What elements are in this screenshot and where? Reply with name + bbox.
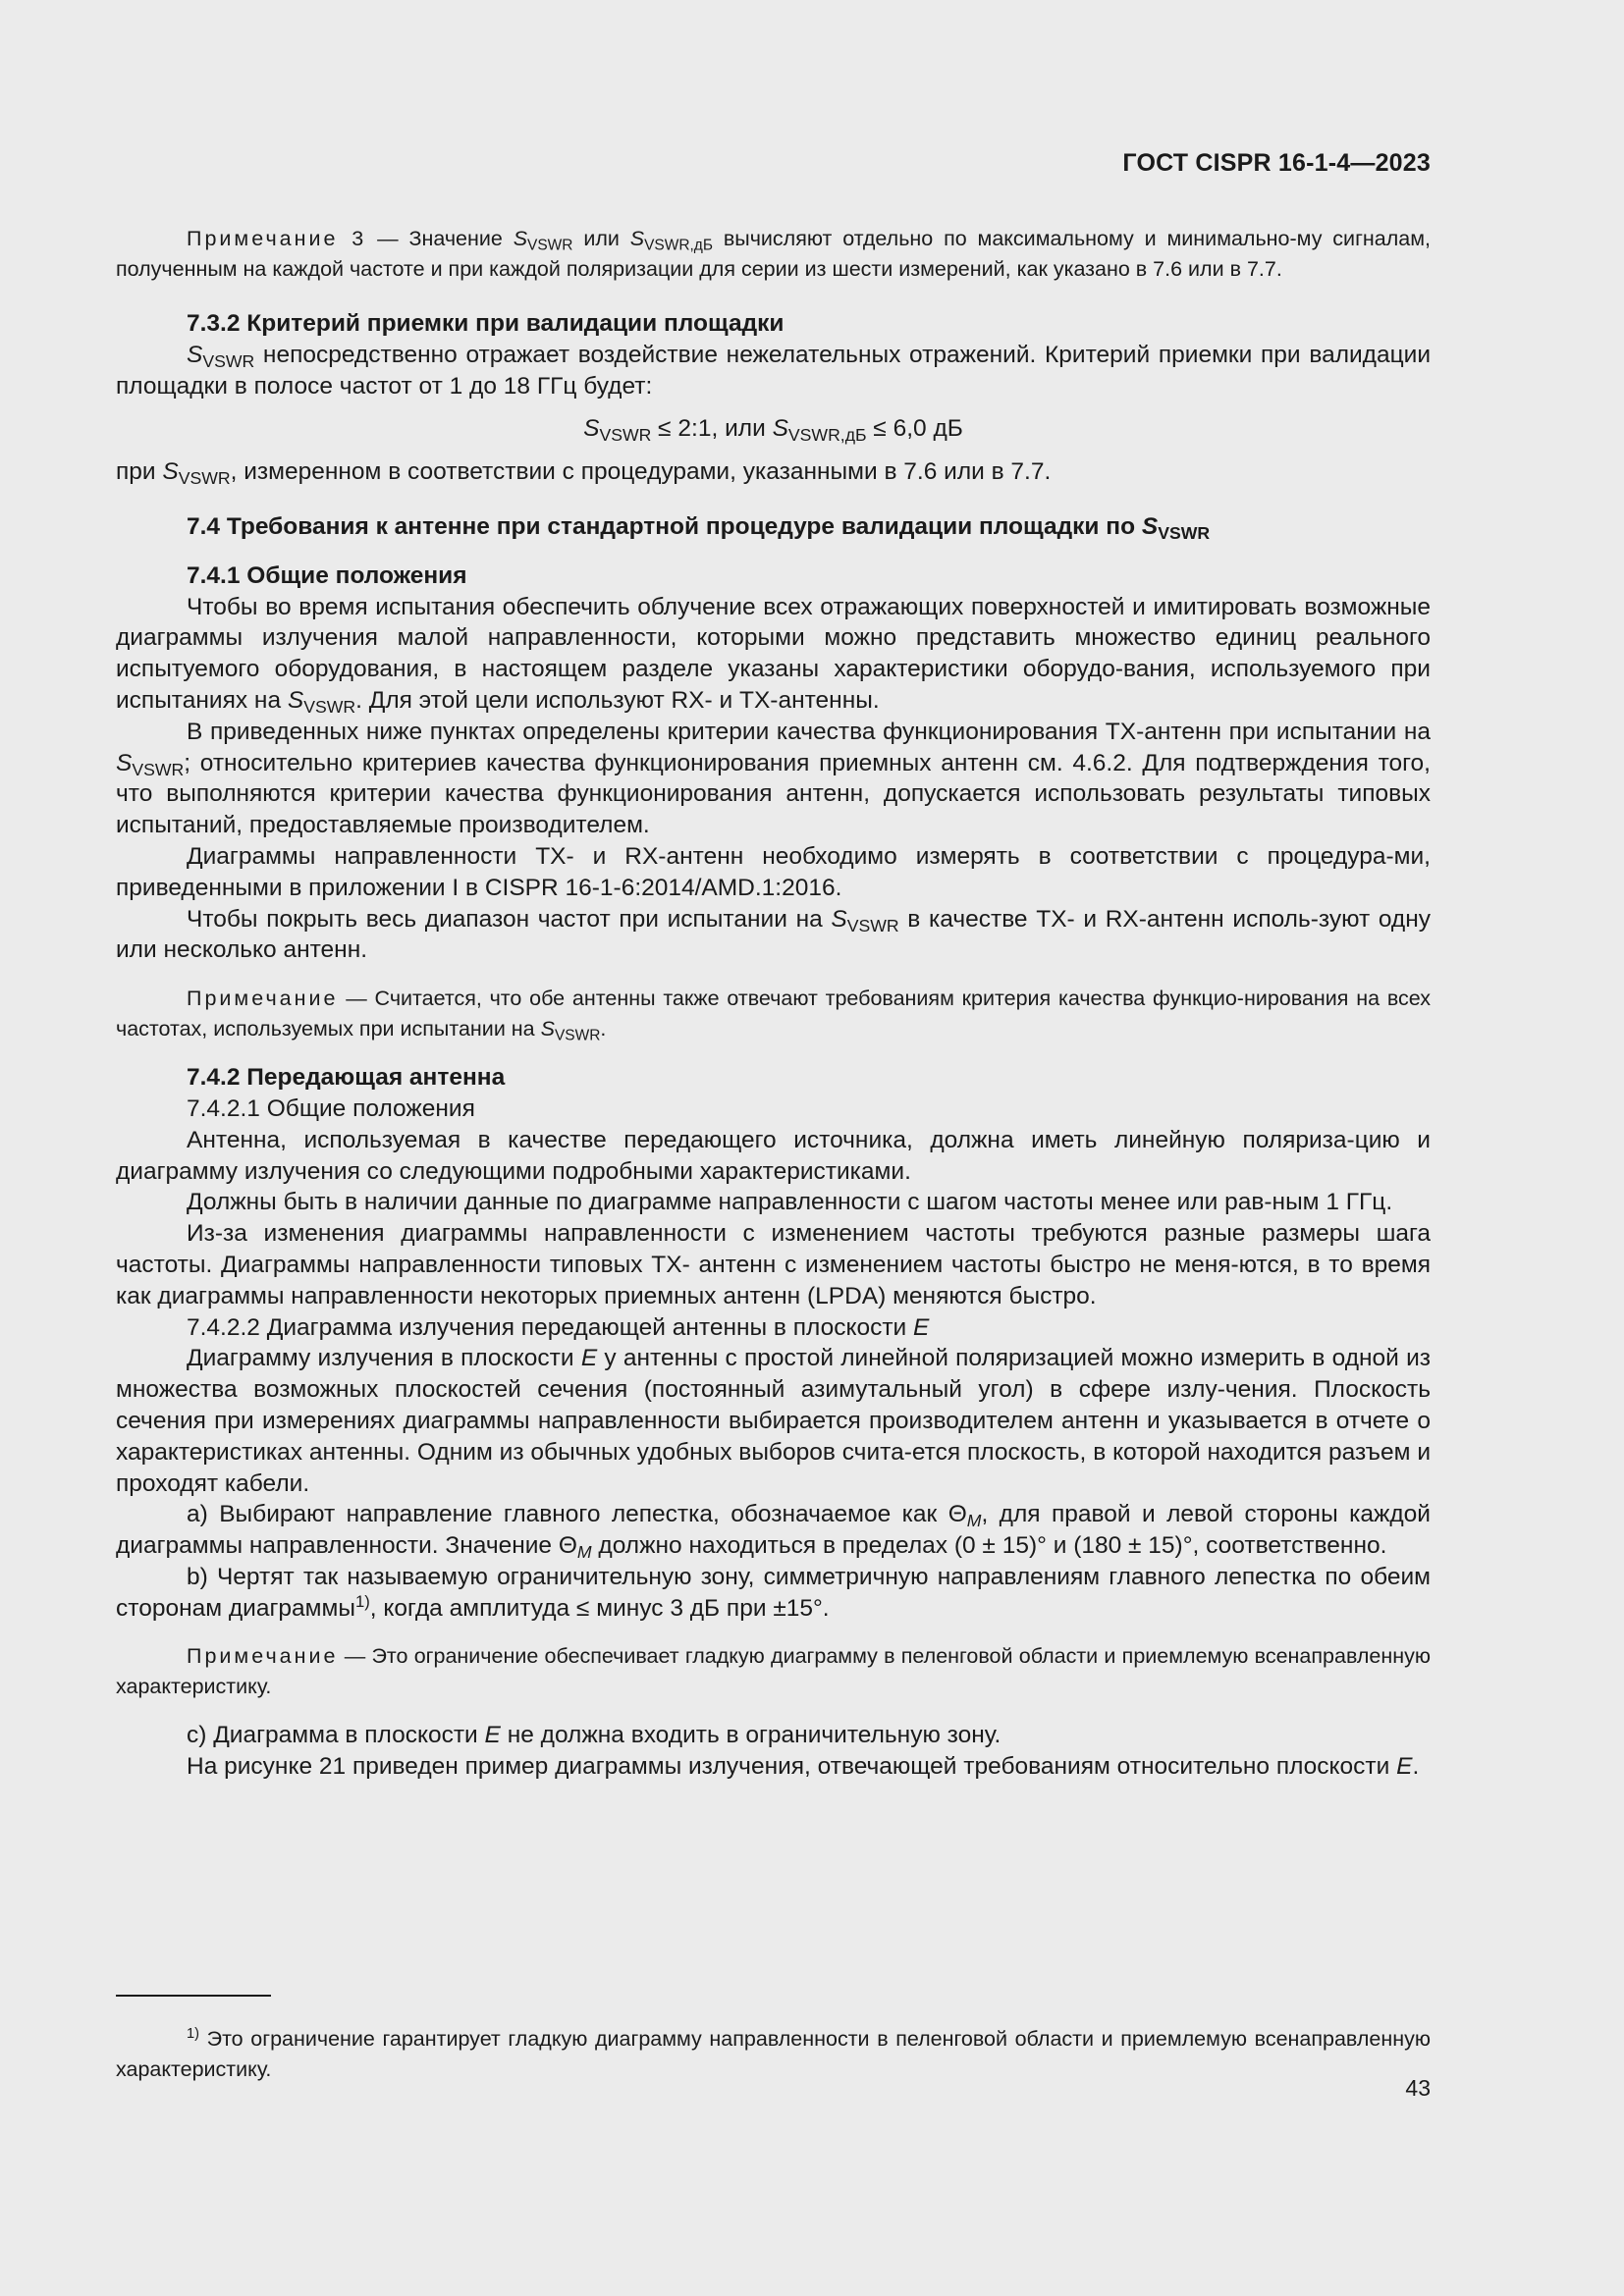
paragraph: Диаграммы направленности TX- и RX-антенн необходимо измерять в соответствии с процедура-ми, приведенными в приложении I в CISPR 16-1-6:2014/AMD.1:2016. bbox=[116, 842, 1431, 901]
list-item-a: a) Выбирают направление главного лепестка, обозначаемое как $\Theta_M$, для правой и левой стороны каждой диаграммы направленности. Значение $\Theta_M$ должно находиться в пределах (0 ± 15)° и (180 ± 15)°, соответственно. bbox=[116, 1501, 1431, 1563]
note-label: Примечание bbox=[187, 987, 339, 1011]
heading-7-4-1: 7.4.1 Общие положения bbox=[187, 561, 467, 589]
paragraph: Из-за изменения диаграммы направленности с изменением частоты требуются разные размеры шага частоты. Диаграммы направленности типовых TX- антенн с изменением частоты быстро не меня-ются, в то время как диаграммы направленности некоторых приемных антенн (LPDA) меняются быстро. bbox=[116, 1220, 1431, 1309]
paragraph: при $S_{VSWR}$, измеренном в соответствии с процедурами, указанными в 7.6 или в 7.7. bbox=[116, 458, 1052, 489]
paragraph: На рисунке 21 приведен пример диаграммы излучения, отвечающей требованиям относительно плоскости E. bbox=[187, 1753, 1420, 1781]
document-header: ГОСТ CISPR 16-1-4—2023 bbox=[1122, 149, 1431, 177]
page-number: 43 bbox=[1405, 2075, 1431, 2101]
main-text-column bbox=[116, 224, 1431, 1783]
list-item-b: b) Чертят так называемую ограничительную зону, симметричную направлениям главного лепестка по обеим сторонам диаграммы$^{1)}$, когда амплитуда ≤ минус 3 дБ при ±15°. bbox=[116, 1563, 1431, 1622]
heading-7-4: 7.4 Требования к антенне при стандартной процедуре валидации площадки по $S_{VSWR}$ bbox=[187, 512, 1211, 543]
footnote: $^{1)}$ Это ограничение гарантирует гладкую диаграмму направленности в пеленговой области и приемлемую всенаправленную характеристику. bbox=[116, 2025, 1431, 2081]
footnote-separator bbox=[116, 1995, 271, 1997]
paragraph: Диаграмму излучения в плоскости E у антенны с простой линейной поляризацией можно измерить в одной из множества возможных плоскостей сечения (постоянный азимутальный угол) в сфере излу-чения. Плоскость сечения при измерениях диаграммы направленности выбирается производителем антенн и указывается в отчете о характеристиках антенны. Одним из обычных удобных выборов счита-ется плоскость, в которой находится разъем и проходят кабели. bbox=[116, 1345, 1431, 1497]
paragraph: В приведенных ниже пунктах определены критерии качества функционирования TX-антенн при испытании на $S_{VSWR}$; относительно критериев качества функционирования приемных антенн см. 4.6.2. Для подтверждения того, что выполняются критерии качества функционирования антенн, допускается использовать результаты типовых испытаний, предоставляемые производителем. bbox=[116, 718, 1431, 839]
subheading-7-4-2-1: 7.4.2.1 Общие положения bbox=[187, 1095, 475, 1122]
acceptance-formula: $S_{VSWR}$ ≤ 2:1, или $S_{VSWR,дБ} \le 6,0$ дБ bbox=[583, 415, 963, 446]
paragraph: Должны быть в наличии данные по диаграмме направленности с шагом частоты менее или рав-ным 1 ГГц. bbox=[187, 1189, 1393, 1216]
paragraph: $S_{VSWR}$ непосредственно отражает воздействие нежелательных отражений. Критерий приемки при валидации площадки в полосе частот от 1 до 18 ГГц будет: bbox=[116, 341, 1431, 400]
paragraph: Чтобы во время испытания обеспечить облучение всех отражающих поверхностей и имитировать возможные диаграммы излучения малой направленности, которыми можно представить множество единиц реального испытуемого оборудования, в настоящем разделе указаны характеристики оборудо-вания, используемого при испытаниях на $S_{VSWR}$. Для этой цели используют RX- и TX-антенны. bbox=[116, 593, 1431, 717]
note: Примечание — Это ограничение обеспечивает гладкую диаграмму в пеленговой области и приемлемую всенаправленную характеристику. bbox=[116, 1644, 1431, 1699]
note-label: Примечание bbox=[187, 1644, 339, 1669]
heading-7-4-2: 7.4.2 Передающая антенна bbox=[187, 1064, 506, 1092]
list-item-c: c) Диаграмма в плоскости E не должна входить в ограничительную зону. bbox=[187, 1722, 1001, 1749]
note-label: Примечание 3 bbox=[187, 227, 367, 250]
subheading-7-4-2-2: 7.4.2.2 Диаграмма излучения передающей антенны в плоскости E bbox=[187, 1313, 930, 1341]
paragraph: Чтобы покрыть весь диапазон частот при испытании на $S_{VSWR}$ в качестве TX- и RX-антенн исполь-зуют одну или несколько антенн. bbox=[116, 905, 1431, 964]
note: Примечание — Считается, что обе антенны также отвечают требованиям критерия качества функцио-нирования на всех частотах, используемых при испытании на $S_{VSWR}$. bbox=[116, 987, 1431, 1044]
footnote-ref: 1) bbox=[354, 1591, 370, 1611]
note-3: Примечание 3 — Значение $S_{VSWR}$ или $S_{VSWR,дБ}$ вычисляют отдельно по максимальному и минимально-му сигналам, полученным на каждой частоте и при каждой поляризации для серии из шести измерений, как указано в 7.6 или в 7.7. bbox=[116, 227, 1431, 281]
footnote-mark: 1) bbox=[187, 2025, 199, 2042]
paragraph: Антенна, используемая в качестве передающего источника, должна иметь линейную поляриза-цию и диаграмму излучения со следующими подробными характеристиками. bbox=[116, 1126, 1431, 1185]
heading-7-3-2: 7.3.2 Критерий приемки при валидации площадки bbox=[187, 310, 785, 337]
